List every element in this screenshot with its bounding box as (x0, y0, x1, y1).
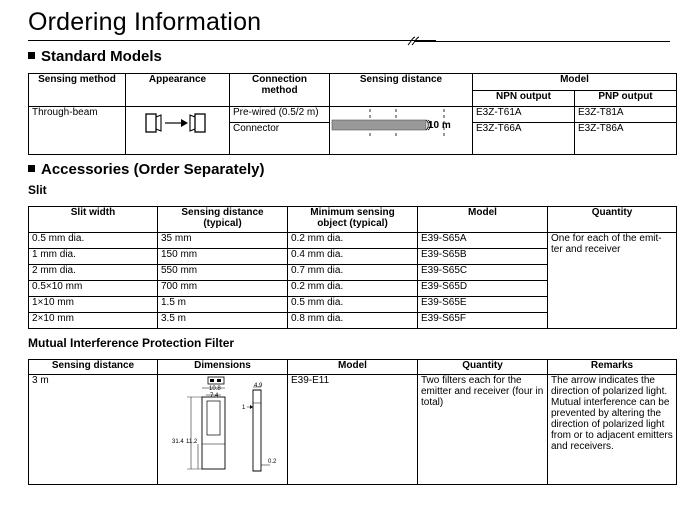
header-connection-method: Connection method (230, 74, 330, 107)
slit-quantity: One for each of the emit-ter and receiver (548, 233, 677, 329)
header-appearance: Appearance (126, 74, 230, 107)
standard-models-table (28, 73, 677, 155)
slit-distance: 150 mm (158, 249, 288, 265)
table-row (29, 233, 677, 249)
header-slit-sensing-distance: Sensing distance (typical) (158, 207, 288, 233)
standard-models-heading: Standard Models (28, 48, 162, 65)
header-min-sensing-object: Minimum sensing object (typical) (288, 207, 418, 233)
dim-31-4: 31.4 (172, 439, 184, 445)
slit-distance: 35 mm (158, 233, 288, 249)
slit-min-object: 0.2 mm dia. (288, 281, 418, 297)
header-sensing-distance: Sensing distance (330, 74, 473, 107)
filter-quantity: Two filters each for the emitter and receiver (four in total) (418, 375, 548, 485)
rule-break-mark (406, 36, 420, 46)
filter-remarks: The arrow indicates the direction of polarized light. Mutual interference can be prevented by altering the direction of polarized light from or to adjacent emitters and receivers. (548, 375, 677, 485)
cell-connection-prewired: Pre-wired (0.5/2 m) (230, 107, 330, 123)
slit-model: E39-S65A (418, 233, 548, 249)
slit-width: 0.5 mm dia. (29, 233, 158, 249)
header-slit-quantity: Quantity (548, 207, 677, 233)
header-slit-model: Model (418, 207, 548, 233)
dim-7-4: 7.4 (210, 393, 219, 399)
slit-model: E39-S65F (418, 313, 548, 329)
cell-pnp-2: E3Z-T86A (575, 123, 677, 155)
slit-distance: 700 mm (158, 281, 288, 297)
slit-width: 2 mm dia. (29, 265, 158, 281)
header-filter-sensing-distance: Sensing distance (29, 360, 158, 375)
page-title: Ordering Information (28, 8, 262, 36)
cell-npn-1: E3Z-T61A (473, 107, 575, 123)
distance-label: 10 m (428, 120, 451, 131)
cell-npn-2: E3Z-T66A (473, 123, 575, 155)
dim-4-9: 4.9 (254, 383, 263, 389)
slit-min-object: 0.8 mm dia. (288, 313, 418, 329)
slit-title: Slit (28, 183, 47, 197)
slit-width: 2×10 mm (29, 313, 158, 329)
header-slit-width: Slit width (29, 207, 158, 233)
slit-distance: 1.5 m (158, 297, 288, 313)
filter-table (28, 359, 677, 485)
header-filter-model: Model (288, 360, 418, 375)
slit-min-object: 0.2 mm dia. (288, 233, 418, 249)
slit-table (28, 206, 677, 329)
header-npn-output: NPN output (473, 91, 575, 107)
title-rule-right (414, 41, 670, 42)
slit-model: E39-S65C (418, 265, 548, 281)
header-model: Model (473, 74, 677, 91)
slit-distance: 550 mm (158, 265, 288, 281)
slit-min-object: 0.5 mm dia. (288, 297, 418, 313)
slit-model: E39-S65E (418, 297, 548, 313)
slit-min-object: 0.4 mm dia. (288, 249, 418, 265)
filter-title: Mutual Interference Protection Filter (28, 336, 235, 350)
cell-appearance (126, 107, 230, 155)
slit-width: 1×10 mm (29, 297, 158, 313)
header-filter-quantity: Quantity (418, 360, 548, 375)
header-filter-dimensions: Dimensions (158, 360, 288, 375)
slit-width: 1 mm dia. (29, 249, 158, 265)
slit-min-object: 0.7 mm dia. (288, 265, 418, 281)
dim-0-2: 0.2 (268, 459, 277, 465)
filter-model: E39-E11 (288, 375, 418, 485)
distance-bar-graphic (330, 107, 473, 139)
filter-dimensions (158, 375, 288, 485)
filter-sensing-distance: 3 m (29, 375, 158, 485)
cell-sensing-method: Through-beam (29, 107, 126, 155)
through-beam-icon (143, 111, 213, 135)
slit-distance: 3.5 m (158, 313, 288, 329)
title-rule (28, 40, 436, 41)
cell-pnp-1: E3Z-T81A (575, 107, 677, 123)
dim-11-2: 11.2 (186, 439, 198, 445)
cell-sensing-distance (330, 107, 473, 155)
header-filter-remarks: Remarks (548, 360, 677, 375)
accessories-heading: Accessories (Order Separately) (28, 161, 264, 178)
header-pnp-output: PNP output (575, 91, 677, 107)
cell-connection-connector: Connector (230, 123, 330, 155)
header-sensing-method: Sensing method (29, 74, 126, 107)
dim-10-8: 10.8 (209, 386, 221, 392)
slit-model: E39-S65B (418, 249, 548, 265)
slit-model: E39-S65D (418, 281, 548, 297)
slit-width: 0.5×10 mm (29, 281, 158, 297)
dim-1: 1 (242, 405, 246, 411)
